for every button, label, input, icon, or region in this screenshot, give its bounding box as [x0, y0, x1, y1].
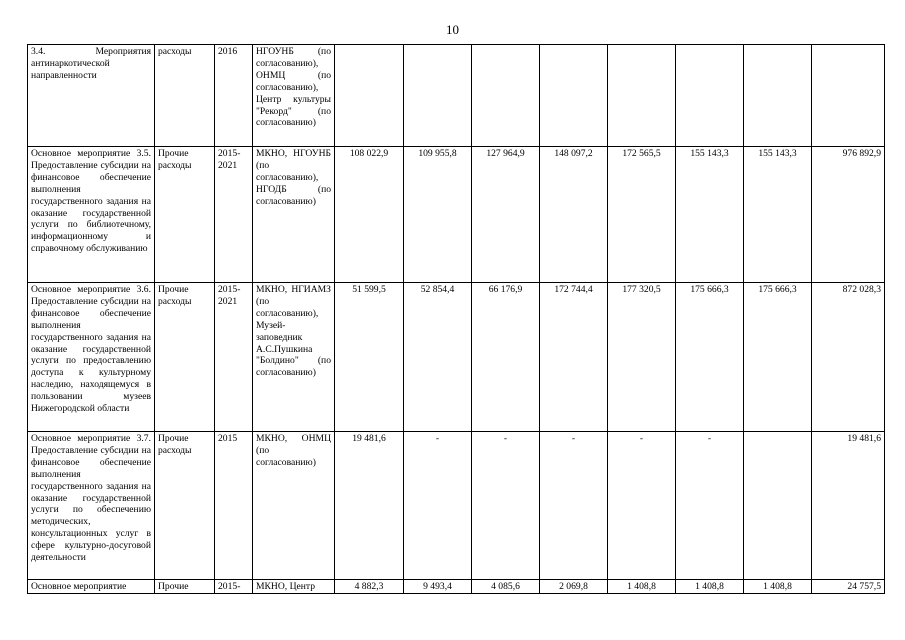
table-row	[28, 45, 885, 147]
year-value-cell: 175 666,3	[676, 283, 744, 432]
total-cell: 976 892,9	[812, 147, 885, 283]
year-value-cell: 66 176,9	[472, 283, 540, 432]
period-cell: 2015	[215, 432, 253, 580]
year-value-cell: 155 143,3	[676, 147, 744, 283]
activity-name-cell: Основное мероприятие	[28, 580, 155, 594]
year-value-cell: 52 854,4	[404, 283, 472, 432]
year-value-cell: 109 955,8	[404, 147, 472, 283]
year-value-cell: 19 481,6	[335, 432, 404, 580]
funding-source-cell: Прочие расходы	[155, 432, 215, 580]
year-value-cell: -	[404, 432, 472, 580]
year-value-cell	[472, 45, 540, 147]
funding-source-cell: Прочие расходы	[155, 283, 215, 432]
year-value-cell: 2 069,8	[540, 580, 608, 594]
year-value-cell: 148 097,2	[540, 147, 608, 283]
executor-cell: МКНО, Центр	[253, 580, 335, 594]
period-cell: 2015-2021	[215, 283, 253, 432]
year-value-cell: -	[608, 432, 676, 580]
year-value-cell	[676, 45, 744, 147]
year-value-cell: -	[472, 432, 540, 580]
year-value-cell: 1 408,8	[744, 580, 812, 594]
year-value-cell: 172 744,4	[540, 283, 608, 432]
activity-name-cell: Основное мероприятие 3.6. Предоставление субсидии на финансовое обеспечение выполнения государственного задания на оказание государственной услуги по предоставлению доступа к культурному наследию, находящемуся в пользовании музеев Нижегородской области	[28, 283, 155, 432]
year-value-cell: 1 408,8	[676, 580, 744, 594]
year-value-cell	[404, 45, 472, 147]
year-value-cell: -	[676, 432, 744, 580]
table-row	[28, 580, 885, 594]
year-value-cell: 4 882,3	[335, 580, 404, 594]
year-value-cell: 175 666,3	[744, 283, 812, 432]
total-cell: 24 757,5	[812, 580, 885, 594]
year-value-cell	[744, 432, 812, 580]
table-row	[28, 147, 885, 283]
program-funding-table	[27, 44, 885, 594]
table-row	[28, 432, 885, 580]
year-value-cell	[540, 45, 608, 147]
year-value-cell: -	[540, 432, 608, 580]
year-value-cell: 1 408,8	[608, 580, 676, 594]
period-cell: 2015-	[215, 580, 253, 594]
year-value-cell: 127 964,9	[472, 147, 540, 283]
page-number: 10	[446, 22, 459, 37]
year-value-cell: 172 565,5	[608, 147, 676, 283]
activity-name-cell: Основное мероприятие 3.5. Предоставление субсидии на финансовое обеспечение выполнения государственного задания на оказание государственной услуги по библиотечному, информационному и справочному обслуживанию	[28, 147, 155, 283]
year-value-cell: 108 022,9	[335, 147, 404, 283]
total-cell	[812, 45, 885, 147]
year-value-cell: 9 493,4	[404, 580, 472, 594]
executor-cell: МКНО, НГИАМЗ (по согласованию), Музей-заповедник А.С.Пушкина "Болдино" (по согласованию)	[253, 283, 335, 432]
period-cell: 2016	[215, 45, 253, 147]
year-value-cell	[608, 45, 676, 147]
funding-source-cell: Прочие расходы	[155, 147, 215, 283]
year-value-cell	[335, 45, 404, 147]
total-cell: 19 481,6	[812, 432, 885, 580]
table-row	[28, 283, 885, 432]
activity-name-cell: Основное мероприятие 3.7. Предоставление субсидии на финансовое обеспечение выполнения государственного задания на оказание государственной услуги по обеспечению методических, консультационных услуг в сфере культурно-досуговой деятельности	[28, 432, 155, 580]
activity-name-cell: 3.4. Мероприятия антинаркотической направленности	[28, 45, 155, 147]
year-value-cell	[744, 45, 812, 147]
period-cell: 2015-2021	[215, 147, 253, 283]
year-value-cell: 4 085,6	[472, 580, 540, 594]
year-value-cell: 155 143,3	[744, 147, 812, 283]
funding-source-cell: расходы	[155, 45, 215, 147]
total-cell: 872 028,3	[812, 283, 885, 432]
executor-cell: МКНО, ОНМЦ (по согласованию)	[253, 432, 335, 580]
executor-cell: МКНО, НГОУНБ (по согласованию), НГОДБ (по согласованию)	[253, 147, 335, 283]
year-value-cell: 51 599,5	[335, 283, 404, 432]
funding-source-cell: Прочие	[155, 580, 215, 594]
executor-cell: НГОУНБ (по согласованию), ОНМЦ (по согласованию), Центр культуры "Рекорд" (по согласованию)	[253, 45, 335, 147]
year-value-cell: 177 320,5	[608, 283, 676, 432]
